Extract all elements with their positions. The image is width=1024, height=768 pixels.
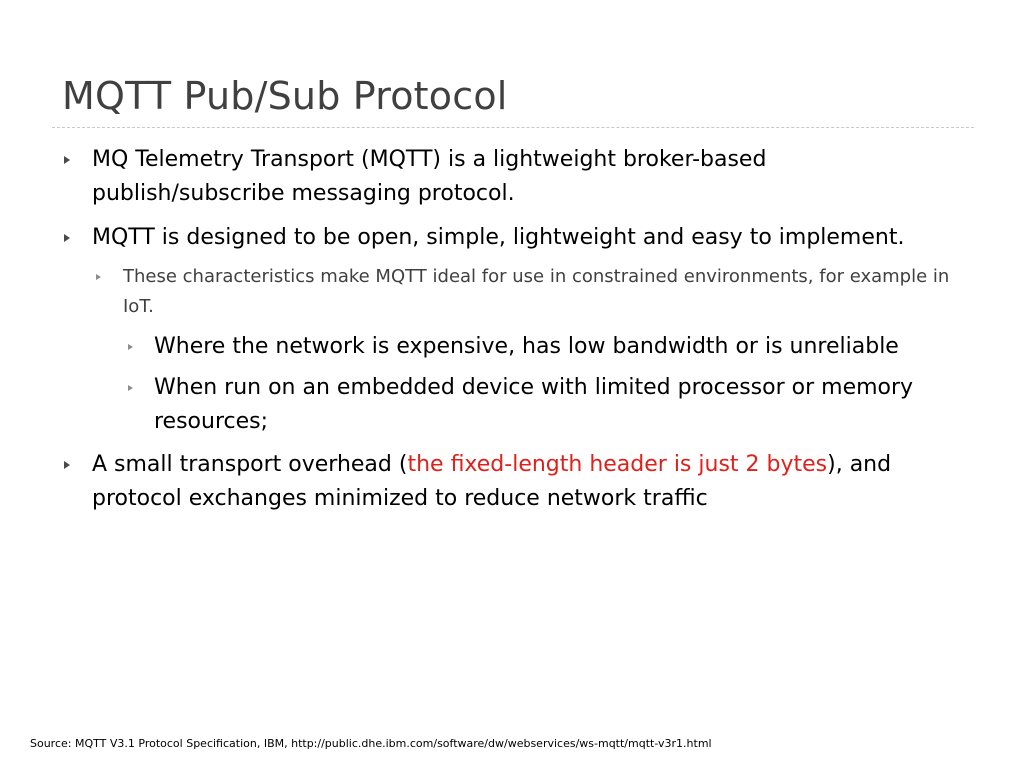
sub-sub-bullet-text-2: When run on an embedded device with limited processor or memory resources; — [154, 375, 914, 434]
triangle-right-icon — [64, 461, 70, 469]
bullet-item-3 — [64, 448, 964, 516]
triangle-right-icon — [128, 344, 133, 350]
triangle-right-icon — [128, 385, 133, 391]
sub-bullet-text: These characteristics make MQTT ideal for use in constrained environments, for example in IoT. — [123, 266, 950, 317]
triangle-right-icon — [64, 234, 70, 242]
sub-sub-bullet-item-1 — [128, 330, 988, 364]
sub-sub-bullet-text-1: Where the network is expensive, has low bandwidth or is unreliable — [154, 334, 899, 359]
triangle-right-icon — [96, 274, 101, 280]
bullet-text-3-suffix: ), and protocol exchanges minimized to reduce network traffic — [92, 452, 892, 511]
bullet-item-1 — [64, 143, 944, 211]
slide-title: MQTT Pub/Sub Protocol — [62, 74, 508, 118]
triangle-right-icon — [64, 156, 70, 164]
sub-bullet-item — [96, 262, 976, 322]
bullet-text-1: MQ Telemetry Transport (MQTT) is a lightweight broker-based publish/subscribe messaging protocol. — [92, 147, 767, 206]
bullet-text-3 — [92, 448, 942, 516]
bullet-text-3-prefix: A small transport overhead ( — [92, 452, 408, 477]
title-divider — [52, 127, 974, 128]
bullet-item-2 — [64, 221, 964, 255]
header-size-highlight: the fixed-length header is just 2 bytes — [407, 452, 828, 477]
sub-sub-bullet-item-2 — [128, 371, 988, 439]
source-citation: Source: MQTT V3.1 Protocol Specification, IBM, http://public.dhe.ibm.com/software/dw/webservices/ws-mqtt/mqtt-v3r1.html — [30, 737, 712, 750]
bullet-text-2: MQTT is designed to be open, simple, lightweight and easy to implement. — [92, 225, 905, 250]
